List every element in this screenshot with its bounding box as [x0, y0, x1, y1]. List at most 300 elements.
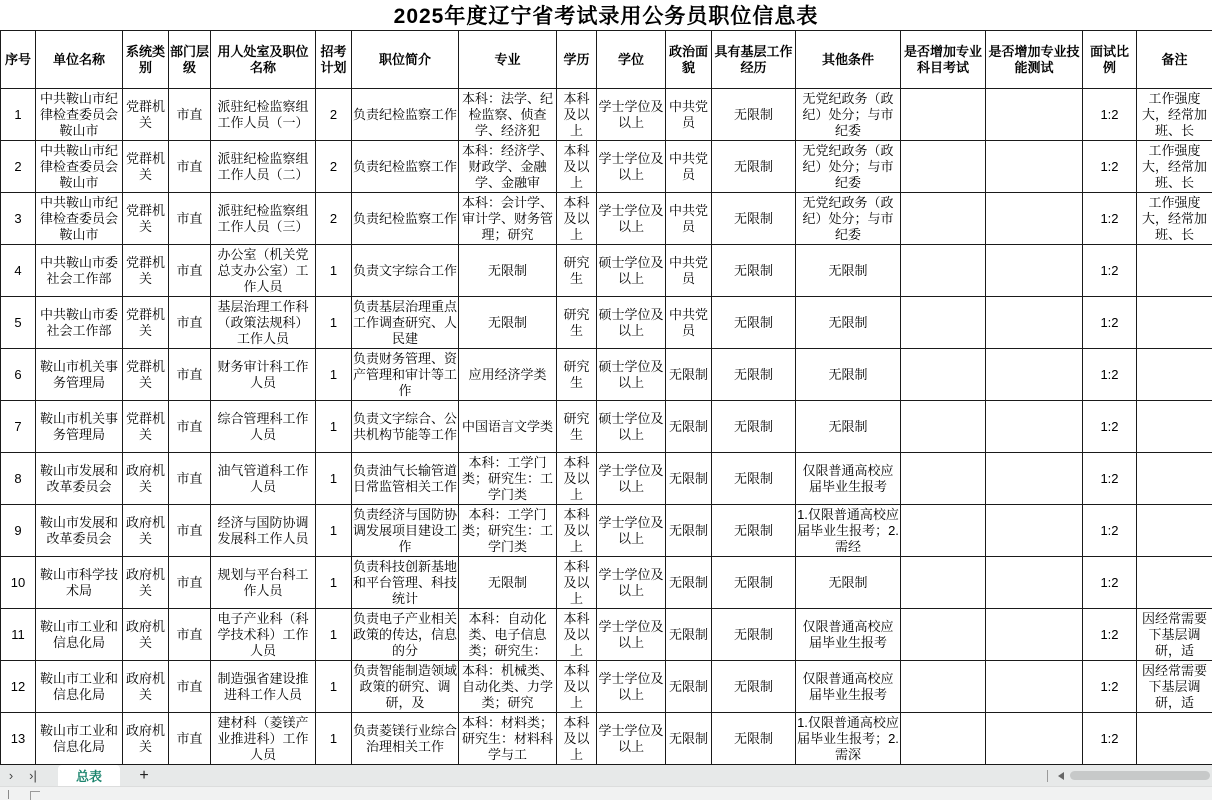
- column-header[interactable]: 面试比例: [1083, 31, 1137, 89]
- table-cell[interactable]: [597, 401, 666, 453]
- table-cell[interactable]: [597, 349, 666, 401]
- cell-text: 中共党员: [668, 306, 708, 338]
- table-cell[interactable]: [597, 661, 666, 713]
- table-cell[interactable]: [211, 557, 316, 609]
- table-cell[interactable]: [666, 713, 712, 765]
- table-cell[interactable]: [1137, 349, 1212, 401]
- table-cell[interactable]: [1137, 661, 1212, 713]
- table-cell[interactable]: [986, 505, 1083, 557]
- column-header[interactable]: 招考计划: [316, 31, 352, 89]
- table-cell[interactable]: [666, 557, 712, 609]
- cell-text: 本科：工学门类；研究生：工学门类: [461, 506, 553, 554]
- cell-text: 负责财务管理、资产管理和审计等工作: [353, 350, 457, 398]
- table-cell[interactable]: [712, 557, 796, 609]
- table-cell[interactable]: [796, 661, 901, 713]
- table-cell[interactable]: [712, 609, 796, 661]
- table-cell[interactable]: [557, 505, 597, 557]
- table-cell[interactable]: [796, 297, 901, 349]
- column-header[interactable]: 用人处室及职位名称: [211, 31, 316, 89]
- table-cell[interactable]: [1083, 89, 1137, 141]
- table-cell[interactable]: [1137, 557, 1212, 609]
- table-cell[interactable]: [1137, 193, 1212, 245]
- table-cell[interactable]: [557, 557, 597, 609]
- table-cell[interactable]: [557, 401, 597, 453]
- cell-text: 负责菱镁行业综合治理相关工作: [353, 722, 457, 754]
- table-cell[interactable]: [169, 557, 211, 609]
- table-cell[interactable]: [352, 401, 459, 453]
- cell-text: 市直: [176, 678, 203, 694]
- table-cell[interactable]: [316, 661, 352, 713]
- table-cell[interactable]: [316, 141, 352, 193]
- table-cell[interactable]: [169, 401, 211, 453]
- table-cell[interactable]: [901, 505, 986, 557]
- table-cell[interactable]: [211, 89, 316, 141]
- table-cell[interactable]: [712, 193, 796, 245]
- table-cell[interactable]: [36, 89, 123, 141]
- table-cell[interactable]: [986, 245, 1083, 297]
- cell-text: 4: [14, 262, 22, 278]
- table-row: [1, 297, 1212, 349]
- table-cell[interactable]: [1137, 297, 1212, 349]
- table-cell[interactable]: [712, 349, 796, 401]
- table-cell[interactable]: [1137, 609, 1212, 661]
- table-cell[interactable]: [1083, 245, 1137, 297]
- table-cell[interactable]: [316, 505, 352, 557]
- table-cell[interactable]: [796, 401, 901, 453]
- table-cell[interactable]: [597, 713, 666, 765]
- table-cell[interactable]: [169, 349, 211, 401]
- table-cell[interactable]: [666, 245, 712, 297]
- table-cell[interactable]: [459, 245, 557, 297]
- cell-text: 市直: [176, 210, 203, 226]
- table-cell[interactable]: [1083, 505, 1137, 557]
- table-cell[interactable]: [211, 609, 316, 661]
- table-cell[interactable]: [316, 713, 352, 765]
- column-header[interactable]: 是否增加专业科目考试: [901, 31, 986, 89]
- table-cell[interactable]: [712, 401, 796, 453]
- scrollbar-thumb[interactable]: [1070, 771, 1210, 780]
- table-cell[interactable]: [597, 505, 666, 557]
- column-header[interactable]: 职位简介: [352, 31, 459, 89]
- cell-text: 硕士学位及以上: [598, 306, 664, 338]
- cell-text: 负责纪检监察工作: [353, 210, 457, 226]
- table-cell[interactable]: [666, 505, 712, 557]
- table-cell[interactable]: [316, 193, 352, 245]
- last-sheet-icon[interactable]: ›|: [29, 768, 37, 783]
- table-cell[interactable]: [557, 141, 597, 193]
- table-cell[interactable]: [352, 713, 459, 765]
- table-cell[interactable]: [316, 557, 352, 609]
- table-cell[interactable]: [901, 193, 986, 245]
- table-cell[interactable]: [36, 557, 123, 609]
- table-cell[interactable]: [1, 245, 36, 297]
- table-cell[interactable]: [1137, 713, 1212, 765]
- cell-text: 1: [329, 730, 338, 746]
- table-cell[interactable]: [459, 297, 557, 349]
- table-cell[interactable]: [36, 453, 123, 505]
- table-cell[interactable]: [123, 193, 169, 245]
- table-cell[interactable]: [459, 713, 557, 765]
- table-cell[interactable]: [712, 141, 796, 193]
- table-cell[interactable]: [459, 141, 557, 193]
- table-cell[interactable]: [597, 89, 666, 141]
- cell-text: 学士学位及以上: [598, 670, 664, 702]
- table-cell[interactable]: [557, 713, 597, 765]
- cell-text: 本科：经济学、财政学、金融学、金融审: [461, 142, 553, 190]
- table-cell[interactable]: [352, 557, 459, 609]
- table-cell[interactable]: [36, 193, 123, 245]
- cell-text: 基层治理工作科（政策法规科）工作人员: [217, 298, 309, 346]
- cell-text: 鞍山市机关事务管理局: [39, 410, 118, 442]
- table-cell[interactable]: [211, 453, 316, 505]
- table-cell[interactable]: [712, 713, 796, 765]
- table-cell[interactable]: [1137, 245, 1212, 297]
- table-cell[interactable]: [1137, 141, 1212, 193]
- table-cell[interactable]: [901, 713, 986, 765]
- sheet-tab-active[interactable]: [58, 765, 120, 786]
- cell-text: 学士学位及以上: [598, 618, 664, 650]
- table-cell[interactable]: [123, 609, 169, 661]
- table-cell[interactable]: [901, 245, 986, 297]
- column-header[interactable]: 学历: [557, 31, 597, 89]
- table-cell[interactable]: [169, 245, 211, 297]
- table-cell[interactable]: [123, 89, 169, 141]
- table-cell[interactable]: [597, 453, 666, 505]
- table-cell[interactable]: [1, 505, 36, 557]
- table-cell[interactable]: [1, 453, 36, 505]
- table-cell[interactable]: [901, 453, 986, 505]
- table-cell[interactable]: [352, 141, 459, 193]
- table-cell[interactable]: [316, 245, 352, 297]
- column-header[interactable]: 单位名称: [36, 31, 123, 89]
- table-cell[interactable]: [169, 297, 211, 349]
- table-cell[interactable]: [211, 505, 316, 557]
- column-header[interactable]: 是否增加专业技能测试: [986, 31, 1083, 89]
- table-cell[interactable]: [36, 141, 123, 193]
- cell-text: 本科及以上: [563, 558, 590, 606]
- cell-text: 市直: [176, 262, 203, 278]
- table-cell[interactable]: [666, 609, 712, 661]
- cell-text: 1:2: [1100, 106, 1119, 122]
- table-cell[interactable]: [459, 89, 557, 141]
- table-cell[interactable]: [1, 557, 36, 609]
- table-cell[interactable]: [986, 89, 1083, 141]
- table-cell[interactable]: [712, 297, 796, 349]
- cell-text: 学士学位及以上: [598, 202, 664, 234]
- table-cell[interactable]: [36, 609, 123, 661]
- table-cell[interactable]: [597, 609, 666, 661]
- table-cell[interactable]: [459, 661, 557, 713]
- column-header[interactable]: 部门层级: [169, 31, 211, 89]
- table-cell[interactable]: [1083, 401, 1137, 453]
- table-cell[interactable]: [211, 401, 316, 453]
- table-cell[interactable]: [352, 89, 459, 141]
- table-cell[interactable]: [352, 505, 459, 557]
- table-cell[interactable]: [211, 349, 316, 401]
- table-cell[interactable]: [211, 297, 316, 349]
- table-row: [1, 661, 1212, 713]
- horizontal-scrollbar[interactable]: [1070, 771, 1210, 780]
- table-cell[interactable]: [712, 661, 796, 713]
- table-cell[interactable]: [211, 141, 316, 193]
- cell-text: 无党纪政务（政纪）处分；与市纪委: [802, 142, 894, 190]
- table-cell[interactable]: [316, 349, 352, 401]
- add-sheet-button[interactable]: +: [139, 766, 149, 784]
- table-cell[interactable]: [1, 713, 36, 765]
- column-header[interactable]: 专业: [459, 31, 557, 89]
- table-cell[interactable]: [459, 349, 557, 401]
- table-cell[interactable]: [796, 141, 901, 193]
- table-cell[interactable]: [169, 453, 211, 505]
- table-cell[interactable]: [712, 89, 796, 141]
- cell-text: 负责文字综合、公共机构节能等工作: [353, 410, 457, 442]
- table-cell[interactable]: [36, 401, 123, 453]
- table-cell[interactable]: [1, 609, 36, 661]
- cell-text: 无限制: [668, 574, 708, 590]
- table-cell[interactable]: [1083, 297, 1137, 349]
- table-cell[interactable]: [557, 349, 597, 401]
- table-cell[interactable]: [36, 713, 123, 765]
- table-cell[interactable]: [459, 453, 557, 505]
- table-cell[interactable]: [123, 401, 169, 453]
- table-cell[interactable]: [1137, 453, 1212, 505]
- table-cell[interactable]: [986, 713, 1083, 765]
- table-cell[interactable]: [169, 89, 211, 141]
- table-cell[interactable]: [352, 349, 459, 401]
- cell-text: 党群机关: [125, 202, 165, 234]
- table-cell[interactable]: [1137, 401, 1212, 453]
- cell-text: 10: [10, 574, 26, 590]
- table-cell[interactable]: [901, 141, 986, 193]
- column-header[interactable]: 序号: [1, 31, 36, 89]
- cell-text: 1:2: [1100, 158, 1119, 174]
- table-row: [1, 245, 1212, 297]
- table-cell[interactable]: [36, 505, 123, 557]
- table-cell[interactable]: [1, 661, 36, 713]
- table-cell[interactable]: [352, 297, 459, 349]
- table-cell[interactable]: [1083, 661, 1137, 713]
- table-cell[interactable]: [169, 193, 211, 245]
- table-cell[interactable]: [666, 401, 712, 453]
- table-row: [1, 453, 1212, 505]
- table-cell[interactable]: [36, 661, 123, 713]
- table-cell[interactable]: [986, 297, 1083, 349]
- pane-split-handle[interactable]: [1047, 770, 1048, 782]
- table-cell[interactable]: [352, 193, 459, 245]
- table-cell[interactable]: [901, 557, 986, 609]
- next-sheet-icon[interactable]: ›: [8, 768, 14, 783]
- cell-text: 鞍山市发展和改革委员会: [39, 514, 118, 546]
- table-cell[interactable]: [1083, 609, 1137, 661]
- table-cell[interactable]: [901, 297, 986, 349]
- table-cell[interactable]: [316, 609, 352, 661]
- cell-text: 市直: [176, 418, 203, 434]
- table-cell[interactable]: [557, 297, 597, 349]
- table-cell[interactable]: [712, 245, 796, 297]
- table-cell[interactable]: [796, 453, 901, 505]
- cell-text: 1.仅限普通高校应届毕业生报考；2.需深: [797, 714, 899, 762]
- table-cell[interactable]: [459, 193, 557, 245]
- column-header[interactable]: 具有基层工作经历: [712, 31, 796, 89]
- table-cell[interactable]: [986, 349, 1083, 401]
- table-cell[interactable]: [1, 297, 36, 349]
- cell-text: 1:2: [1100, 470, 1119, 486]
- table-cell[interactable]: [1083, 557, 1137, 609]
- table-cell[interactable]: [352, 245, 459, 297]
- table-cell[interactable]: [1137, 505, 1212, 557]
- column-header[interactable]: 备注: [1137, 31, 1212, 89]
- table-cell[interactable]: [316, 401, 352, 453]
- table-cell[interactable]: [986, 661, 1083, 713]
- cell-text: 无限制: [828, 574, 868, 590]
- table-cell[interactable]: [796, 89, 901, 141]
- cell-text: 学士学位及以上: [598, 722, 664, 754]
- column-header[interactable]: 系统类别: [123, 31, 169, 89]
- cell-text: 无限制: [733, 470, 773, 486]
- table-cell[interactable]: [459, 609, 557, 661]
- table-cell[interactable]: [901, 349, 986, 401]
- table-cell[interactable]: [597, 141, 666, 193]
- table-cell[interactable]: [211, 713, 316, 765]
- table-cell[interactable]: [1, 89, 36, 141]
- table-cell[interactable]: [666, 661, 712, 713]
- table-cell[interactable]: [169, 609, 211, 661]
- table-cell[interactable]: [36, 349, 123, 401]
- table-cell[interactable]: [901, 609, 986, 661]
- table-cell[interactable]: [123, 245, 169, 297]
- column-header[interactable]: 其他条件: [796, 31, 901, 89]
- table-cell[interactable]: [316, 453, 352, 505]
- cell-text: 鞍山市工业和信息化局: [39, 722, 118, 754]
- cell-text: 研究生: [563, 358, 590, 390]
- table-cell[interactable]: [557, 609, 597, 661]
- table-cell[interactable]: [169, 141, 211, 193]
- table-cell[interactable]: [986, 453, 1083, 505]
- table-cell[interactable]: [557, 89, 597, 141]
- table-cell[interactable]: [1137, 89, 1212, 141]
- cell-text: 无限制: [487, 314, 527, 330]
- table-cell[interactable]: [557, 661, 597, 713]
- table-cell[interactable]: [1, 401, 36, 453]
- table-cell[interactable]: [986, 193, 1083, 245]
- table-cell[interactable]: [36, 245, 123, 297]
- table-cell[interactable]: [169, 713, 211, 765]
- table-cell[interactable]: [123, 713, 169, 765]
- cell-text: 研究生: [563, 254, 590, 286]
- table-cell[interactable]: [796, 349, 901, 401]
- table-cell[interactable]: [211, 661, 316, 713]
- table-cell[interactable]: [1, 141, 36, 193]
- table-cell[interactable]: [459, 401, 557, 453]
- table-cell[interactable]: [666, 349, 712, 401]
- table-cell[interactable]: [666, 89, 712, 141]
- table-cell[interactable]: [796, 245, 901, 297]
- cell-text: 油气管道科工作人员: [217, 462, 309, 494]
- table-cell[interactable]: [1083, 193, 1137, 245]
- table-cell[interactable]: [986, 141, 1083, 193]
- cell-text: 学士学位及以上: [598, 462, 664, 494]
- table-cell[interactable]: [666, 297, 712, 349]
- cell-text: 负责油气长输管道日常监管相关工作: [353, 462, 457, 494]
- column-header[interactable]: 政治面貌: [666, 31, 712, 89]
- table-cell[interactable]: [557, 193, 597, 245]
- table-cell[interactable]: [1083, 141, 1137, 193]
- cell-text: 1: [329, 366, 338, 382]
- table-cell[interactable]: [901, 401, 986, 453]
- cell-text: 无限制: [668, 730, 708, 746]
- table-cell[interactable]: [169, 505, 211, 557]
- column-header[interactable]: 学位: [597, 31, 666, 89]
- table-cell[interactable]: [796, 505, 901, 557]
- table-cell[interactable]: [986, 557, 1083, 609]
- cell-text: 无限制: [828, 418, 868, 434]
- table-cell[interactable]: [169, 661, 211, 713]
- table-cell[interactable]: [1, 349, 36, 401]
- table-cell[interactable]: [123, 661, 169, 713]
- table-cell[interactable]: [901, 661, 986, 713]
- table-cell[interactable]: [1083, 713, 1137, 765]
- table-cell[interactable]: [597, 193, 666, 245]
- cell-text: 1: [329, 262, 338, 278]
- table-cell[interactable]: [459, 557, 557, 609]
- table-cell[interactable]: [901, 89, 986, 141]
- table-cell[interactable]: [123, 349, 169, 401]
- table-cell[interactable]: [796, 713, 901, 765]
- table-cell[interactable]: [986, 609, 1083, 661]
- table-cell[interactable]: [211, 193, 316, 245]
- table-cell[interactable]: [123, 453, 169, 505]
- cell-text: 中共鞍山市纪律检查委员会鞍山市: [39, 194, 118, 242]
- table-cell[interactable]: [1083, 349, 1137, 401]
- table-cell[interactable]: [712, 505, 796, 557]
- scroll-left-icon[interactable]: [1058, 772, 1064, 780]
- table-cell[interactable]: [1, 193, 36, 245]
- cell-text: 无限制: [733, 418, 773, 434]
- table-cell[interactable]: [666, 453, 712, 505]
- table-cell[interactable]: [666, 193, 712, 245]
- table-cell[interactable]: [557, 453, 597, 505]
- cell-text: 1:2: [1100, 262, 1119, 278]
- table-cell[interactable]: [796, 609, 901, 661]
- table-cell[interactable]: [597, 245, 666, 297]
- table-cell[interactable]: [211, 245, 316, 297]
- cell-text: 无限制: [733, 626, 773, 642]
- table-cell[interactable]: [796, 193, 901, 245]
- table-cell[interactable]: [666, 141, 712, 193]
- table-cell[interactable]: [123, 505, 169, 557]
- table-cell[interactable]: [986, 401, 1083, 453]
- cell-text: 政府机关: [125, 514, 165, 546]
- table-cell[interactable]: [352, 453, 459, 505]
- table-cell[interactable]: [557, 245, 597, 297]
- table-cell[interactable]: [123, 141, 169, 193]
- table-cell[interactable]: [1083, 453, 1137, 505]
- table-row: [1, 713, 1212, 765]
- table-cell[interactable]: [597, 297, 666, 349]
- table-cell[interactable]: [459, 505, 557, 557]
- table-cell[interactable]: [123, 297, 169, 349]
- table-cell[interactable]: [316, 297, 352, 349]
- table-cell[interactable]: [712, 453, 796, 505]
- table-cell[interactable]: [796, 557, 901, 609]
- table-cell[interactable]: [597, 557, 666, 609]
- table-cell[interactable]: [352, 609, 459, 661]
- table-cell[interactable]: [123, 557, 169, 609]
- table-cell[interactable]: [36, 297, 123, 349]
- table-cell[interactable]: [316, 89, 352, 141]
- table-cell[interactable]: [352, 661, 459, 713]
- cell-text: 本科及以上: [563, 506, 590, 554]
